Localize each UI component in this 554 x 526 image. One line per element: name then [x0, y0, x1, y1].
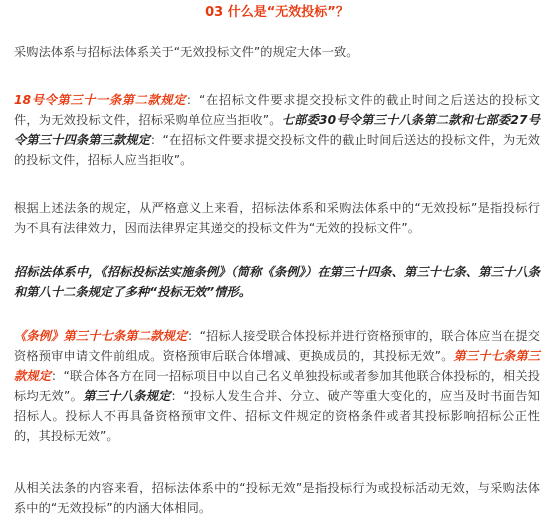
paragraph-intro: 采购法体系与招标法体系关于“无效投标文件”的规定大体一致。	[14, 45, 359, 59]
article-reference: 《条例》第三十七条第二款规定	[14, 329, 188, 343]
article-reference: 第三十八条规定	[83, 389, 171, 403]
regulation-text: ：“在招标文件要求提交投标文件的截止时间后送达的投标文件，为无效的投标文件，招标人应当拒收”。	[14, 133, 541, 167]
regulation-reference: 七部委30号令第三十八条第二款和七部委27号令第三十四条第三款规定	[14, 113, 541, 147]
article-text: ：“联合体各方在同一招标项目中以自己名义单独投标或者参加其他联合体投标的，相关投标均无效”。	[14, 369, 540, 403]
regulation-text: ：“在招标文件要求提交投标文件的截止时间之后送达的投标文件，为无效投标文件，招标采购单位应当拒收”。	[14, 93, 540, 127]
paragraph-conclusion: 从相关法条的内容来看，招标法体系中的“投标无效”是指投标行为或投标活动无效，与采购法体系中的“无效投标”的内涵大体相同。	[14, 481, 540, 515]
regulation-reference: 18号令第三十一条第二款规定	[14, 93, 187, 107]
section-title: 03 什么是“无效投标”？	[205, 5, 349, 20]
paragraph-articles	[14, 326, 540, 446]
paragraph-emphasis: 招标法体系中，《招标投标法实施条例》（简称《条例》）在第三十四条、第三十七条、第三十八条和第八十二条规定了多种“投标无效”情形。	[14, 265, 540, 299]
paragraph-regulations	[14, 90, 540, 170]
article-text: ：“投标人发生合并、分立、破产等重大变化的，应当及时书面告知招标人。投标人不再具备资格预审文件、招标文件规定的资格条件或者其投标影响招标公正性的，其投标无效”。	[14, 389, 540, 443]
article-reference: 第三十七条第三款规定	[14, 349, 540, 383]
article-text: ：“招标人接受联合体投标并进行资格预审的，联合体应当在提交资格预审申请文件前组成。资格预审后联合体增减、更换成员的，其投标无效”。	[14, 329, 540, 363]
paragraph-analysis: 根据上述法条的规定，从严格意义上来看，招标法体系和采购法体系中的“无效投标”是指投标行为不具有法律效力，因而法律界定其递交的投标文件为“无效的投标文件”。	[14, 201, 540, 235]
